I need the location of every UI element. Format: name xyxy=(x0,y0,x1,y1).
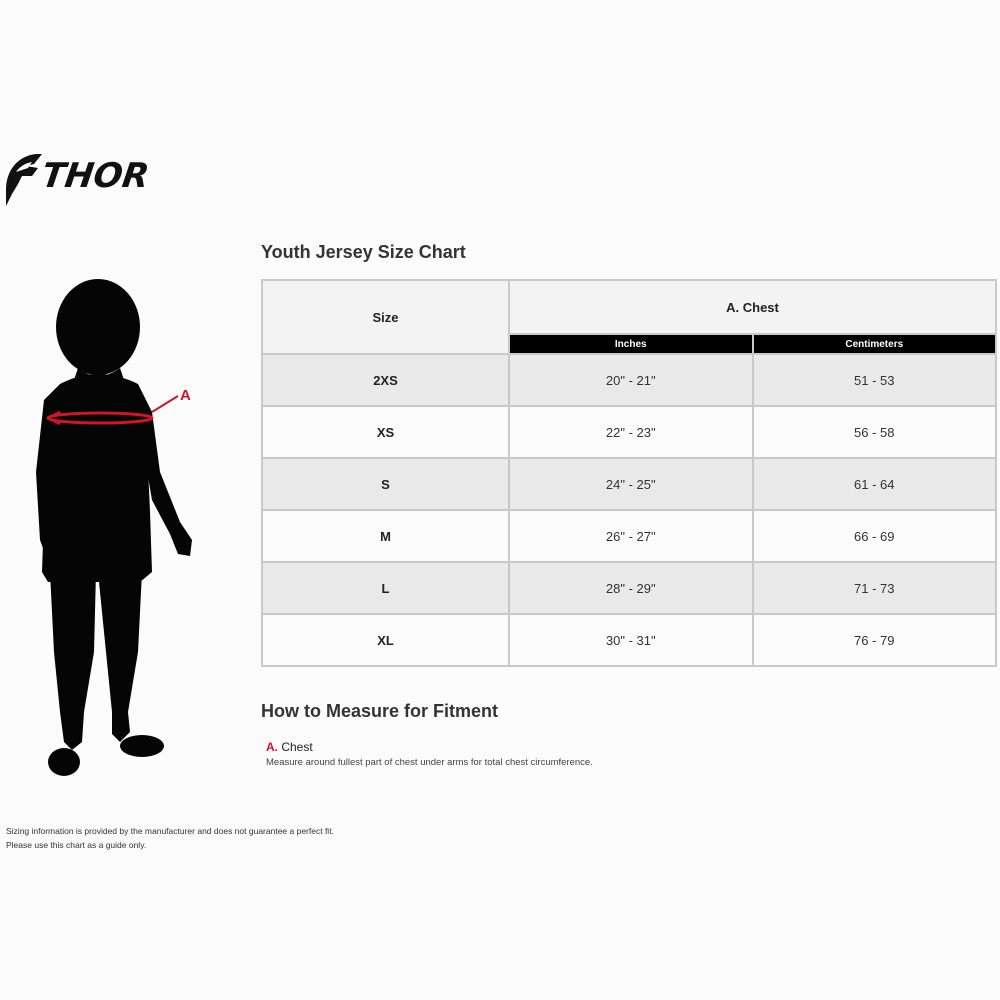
cm-cell: 71 - 73 xyxy=(753,562,997,614)
measure-label: Chest xyxy=(281,740,313,754)
disclaimer-line-1: Sizing information is provided by the manufacturer and does not guarantee a perfect fit. xyxy=(6,826,334,836)
disclaimer-line-2: Please use this chart as a guide only. xyxy=(6,840,147,850)
table-row xyxy=(262,562,996,614)
inches-cell: 22" - 23" xyxy=(509,406,753,458)
child-silhouette xyxy=(20,272,210,792)
measure-description: Measure around fullest part of chest under arms for total chest circumference. xyxy=(266,757,593,768)
disclaimer xyxy=(6,824,334,852)
centimeters-column-header: Centimeters xyxy=(753,334,997,354)
size-cell: XS xyxy=(262,406,509,458)
chest-column-header: A. Chest xyxy=(509,280,996,334)
size-cell: M xyxy=(262,510,509,562)
inches-cell: 30" - 31" xyxy=(509,614,753,666)
table-row xyxy=(262,458,996,510)
table-row xyxy=(262,406,996,458)
thor-helmet-icon xyxy=(4,150,44,214)
size-chart-table xyxy=(261,279,997,667)
chest-marker-line xyxy=(152,396,178,412)
size-cell: S xyxy=(262,458,509,510)
size-cell: XL xyxy=(262,614,509,666)
brand-name: THOR xyxy=(39,156,152,196)
how-to-measure-title: How to Measure for Fitment xyxy=(261,701,499,721)
cm-cell: 66 - 69 xyxy=(753,510,997,562)
table-row xyxy=(262,510,996,562)
cm-cell: 51 - 53 xyxy=(753,354,997,406)
size-cell: L xyxy=(262,562,509,614)
cm-cell: 56 - 58 xyxy=(753,406,997,458)
size-column-header: Size xyxy=(262,280,509,354)
inches-cell: 20" - 21" xyxy=(509,354,753,406)
inches-column-header: Inches xyxy=(509,334,753,354)
measure-letter: A. xyxy=(266,740,278,754)
measure-item-chest xyxy=(266,740,313,754)
inches-cell: 24" - 25" xyxy=(509,458,753,510)
chest-marker-label: A xyxy=(180,387,191,404)
table-row xyxy=(262,614,996,666)
thor-logo xyxy=(4,150,194,214)
chart-title: Youth Jersey Size Chart xyxy=(261,242,466,262)
cm-cell: 61 - 64 xyxy=(753,458,997,510)
cm-cell: 76 - 79 xyxy=(753,614,997,666)
inches-cell: 28" - 29" xyxy=(509,562,753,614)
inches-cell: 26" - 27" xyxy=(509,510,753,562)
size-cell: 2XS xyxy=(262,354,509,406)
table-row xyxy=(262,354,996,406)
